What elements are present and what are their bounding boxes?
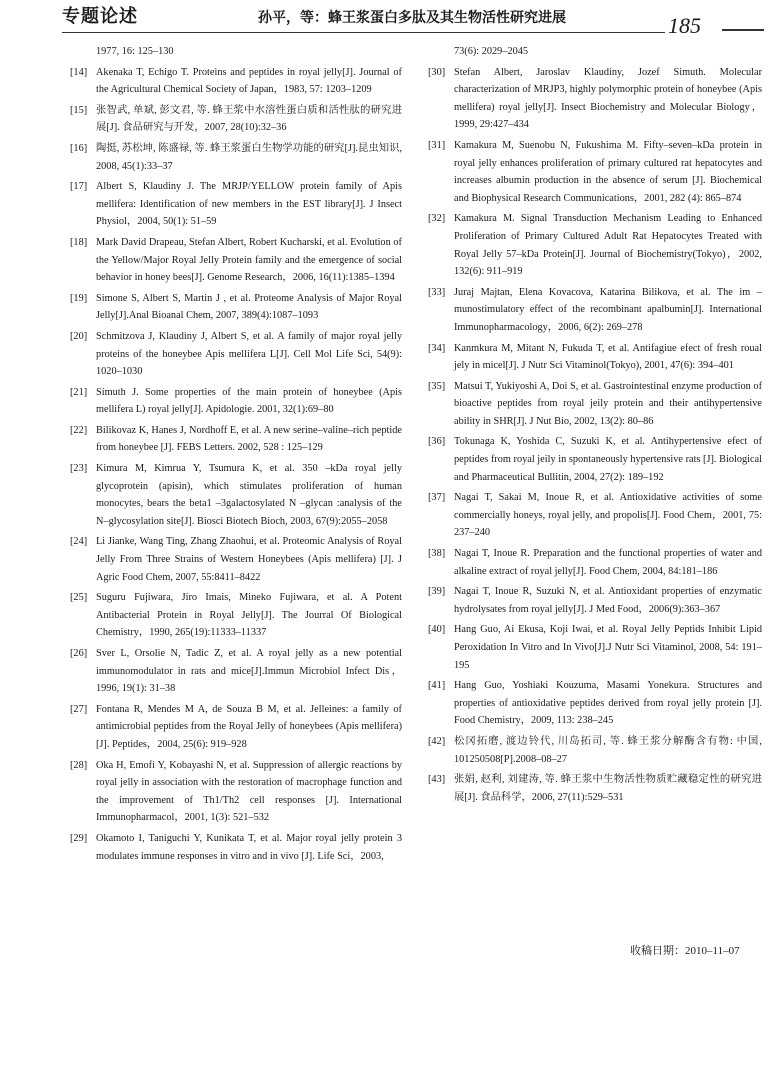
reference-text: Kimura M, Kimrua Y, Tsumura K, et al. 350 –kDa royal jelly glycoprotein (apisin), which stimulates proliferation of human monocytes, bears the beta1 –3galactosylated N –glycan :analysis of the N–glycosylation site[J]. Biosci Biotech Bioch, 2003, 67(9):2055–2058: [96, 463, 402, 527]
reference-number: [21]: [70, 386, 88, 398]
reference-item: [428, 583, 762, 618]
reference-item: [428, 771, 762, 806]
reference-text: Simuth J. Some properties of the main protein of honeybee (Apis mellifera L) royal jelly[J]. Apidologie. 2001, 32(1):69–80: [96, 386, 402, 416]
reference-text: Li Jianke, Wang Ting, Zhang Zhaohui, et al. Proteomic Analysis of Royal Jelly From Three Strains of Western Honeybees (Apis mellifera) [J]. J Agric Food Chem, 2007, 55:8411–8422: [96, 536, 402, 583]
reference-item: [70, 645, 402, 698]
reference-text: Fontana R, Mendes M A, de Souza B M, et al. Jelleines: a family of antimicrobial peptides from the Royal Jelly of honeybees (Apis mellifera) [J]. Peptides，2004, 25(6): 919–928: [96, 703, 402, 750]
reference-item: [70, 533, 402, 586]
reference-number: [22]: [70, 424, 88, 436]
reference-item: [428, 621, 762, 674]
reference-item: [70, 460, 402, 530]
reference-text: 张智武, 单斌, 彭文君, 等. 蜂王浆中水溶性蛋白质和活性肽的研究进展[J]. 食品研究与开发，2007, 28(10):32–36: [96, 104, 402, 134]
reference-item: [428, 545, 762, 580]
reference-item: [428, 43, 762, 61]
reference-item: [428, 378, 762, 431]
reference-number: [37]: [428, 492, 446, 504]
reference-number: [17]: [70, 181, 88, 193]
reference-number: [35]: [428, 380, 446, 392]
reference-item: [428, 733, 762, 768]
reference-text: Albert S, Klaudiny J. The MRJP/YELLOW protein family of Apis mellifera: Identification of new members in the EST library[J]. J Insect Physiol，2004, 50(1): 51–59: [96, 181, 402, 228]
reference-text: Nagai T, Inoue R. Preparation and the functional properties of water and alkaline extract of royal jelly[J]. Food Chem, 2004, 84:181–186: [454, 548, 762, 577]
reference-item: [70, 589, 402, 642]
reference-text: Stefan Albert, Jaroslav Klaudiny, Jozef Simuth. Molecular characterization of MRJP3, highly polymorphic protein of honeybee (Apis mellifera) royal jelly[J]. Insect Biochemistry and Molecular Biology，1999, 29:427–434: [454, 66, 762, 131]
reference-item: [428, 210, 762, 280]
reference-text: Sver L, Orsolie N, Tadic Z, et al. A royal jelly as a new potential immunomodulator in rats and mice[J].Immun Microbiol Infect Dis，1996, 19(1): 31–38: [96, 648, 402, 695]
reference-number: [15]: [70, 104, 88, 116]
reference-number: [32]: [428, 213, 446, 225]
reference-text: Bilikovaz K, Hanes J, Nordhoff E, et al. A new serine–valine–rich peptide from honeybee [J]. FEBS Letters. 2002, 528 : 125–129: [96, 424, 402, 454]
received-date: 收稿日期：2010–11–07: [630, 945, 740, 957]
reference-number: [30]: [428, 66, 446, 78]
reference-text: 73(6): 2029–2045: [454, 46, 529, 57]
reference-number: [36]: [428, 436, 446, 448]
page-number: 185: [668, 13, 701, 38]
reference-item: [70, 757, 402, 827]
reference-number: [43]: [428, 774, 446, 786]
reference-item: [428, 677, 762, 730]
running-title: 孙平，等：蜂王浆蛋白多肽及其生物活性研究进展: [258, 10, 566, 26]
reference-text: Kamakura M. Signal Transduction Mechanism Leading to Enhanced Proliferation of Primary Cultured Adult Rat Hepatocytes Treated with Royal Jelly 57–kDa Protein[J]. Journal of Biochemistry(Tokyo)，2002, 132(6): 911–919: [454, 213, 762, 278]
references-left-column: [70, 43, 402, 868]
reference-text: 张娟, 赵利, 刘建涛, 等. 蜂王浆中生物活性物质贮藏稳定性的研究进展[J]. 食品科学，2006, 27(11):529–531: [454, 774, 762, 803]
reference-item: [428, 284, 762, 337]
reference-item: [70, 422, 402, 457]
reference-item: [428, 137, 762, 207]
reference-text: Nagai T, Inoue R, Suzuki N, et al. Antioxidant properties of enzymatic hydrolysates from royal jelly[J]. J Med Food，2006(9):363–367: [454, 586, 762, 615]
reference-item: [70, 178, 402, 231]
reference-number: [19]: [70, 292, 88, 304]
reference-text: Simone S, Albert S, Martin J , et al. Proteome Analysis of Major Royal Jelly[J].Anal Bioanal Chem, 2007, 389(4):1087–1093: [96, 292, 402, 322]
references-right-column: [428, 43, 762, 809]
reference-item: [70, 830, 402, 865]
reference-item: [70, 64, 402, 99]
reference-text: Hang Guo, Yoshiaki Kouzuma, Masami Yonekura. Structures and properties of antioxidative peptides derived from royal jelly protein [J]. Food Chemistry，2009, 113: 238–245: [454, 680, 762, 727]
reference-item: [428, 489, 762, 542]
reference-text: Mark David Drapeau, Stefan Albert, Robert Kucharski, et al. Evolution of the Yellow/Major Royal Jelly Protein family and the emergence of social behavior in honey bees[J]. Genome Research，2006, 16(11):1385–1394: [96, 236, 402, 284]
reference-text: Tokunaga K, Yoshida C, Suzuki K, et al. Antihypertensive efect of peptides from royal jeily in spontaneously hypertensive rats [J]. Biological and Pharmaceutical Bullitin, 2004, 27(2): 189–192: [454, 436, 762, 483]
reference-number: [39]: [428, 586, 446, 598]
reference-item: [70, 290, 402, 325]
reference-item: [70, 328, 402, 381]
reference-text: Oka H, Emofi Y, Kobayashi N, et al. Suppression of allergic reactions by royal jelly in association with the restoration of macrophage function and the improvement of Th1/Th2 cell responses [J]. International Immunopharmacol，2001, 1(3): 521–532: [96, 759, 402, 824]
reference-text: Kanmkura M, Mitant N, Fukuda T, et al. Antifagiue efect of fresh roual jely in micel[J]. J Nutr Sci Vitaminol(Tokyo), 2001, 47(6): 394–401: [454, 342, 762, 372]
reference-number: [28]: [70, 759, 88, 771]
reference-number: [42]: [428, 735, 446, 747]
reference-number: [18]: [70, 236, 88, 248]
reference-number: [38]: [428, 548, 446, 560]
reference-number: [20]: [70, 330, 88, 342]
reference-number: [24]: [70, 536, 88, 548]
reference-text: Schmitzova J, Klaudiny J, Albert S, et al. A family of major royal jelly proteins of the honeybee Apis mellifera L[J]. Cell Mol Life Sci, 54(9): 1020–1030: [96, 330, 402, 378]
reference-item: [70, 234, 402, 287]
reference-number: [40]: [428, 624, 446, 636]
reference-item: [70, 102, 402, 137]
reference-number: [27]: [70, 703, 88, 715]
page-header: [0, 0, 780, 44]
reference-item: [428, 64, 762, 134]
reference-item: [428, 340, 762, 375]
header-rule-right: [722, 29, 764, 31]
section-label: 专题论述: [62, 6, 138, 27]
reference-number: [14]: [70, 66, 88, 78]
header-rule: [62, 32, 665, 33]
reference-item: [70, 140, 402, 175]
reference-text: Nagai T, Sakai M, Inoue R, et al. Antioxidative activities of some commercially honeys, royal jelly, and propolis[J]. Food Chem，2001, 75: 237–240: [454, 492, 762, 539]
reference-number: [16]: [70, 142, 88, 154]
reference-number: [34]: [428, 342, 446, 354]
reference-item: [70, 384, 402, 419]
reference-number: [33]: [428, 286, 446, 298]
reference-number: [25]: [70, 592, 88, 604]
reference-text: Okamoto I, Taniguchi Y, Kunikata T, et al. Major royal jelly protein 3 modulates immune responses in vitro and in vivo [J]. Life Sci，2003,: [96, 832, 402, 862]
reference-text: Suguru Fujiwara, Jiro Imais, Mineko Fujiwara, et al. A Potent Antibacterial Protein in Royal Jelly[J]. The Jourral Of Biological Chemistry，1990, 265(19):11333–11337: [96, 592, 402, 639]
reference-text: Juraj Majtan, Elena Kovacova, Katarina Bilikova, et al. The im – munostimulatory effect of the recombinant apalbumin[J]. International Immunopharmacology，2006, 6(2): 269–278: [454, 286, 762, 333]
reference-text: Matsui T, Yukiyoshi A, Doi S, et al. Gastrointestinal enzyme production of bioactive peptides from royal jeily protein and their antihypertensive ability in SHR[J]. J Nut Bio, 2002, 13(2): 80–86: [454, 380, 762, 427]
reference-number: [29]: [70, 832, 88, 844]
reference-item: [70, 701, 402, 754]
reference-item: [428, 433, 762, 486]
reference-text: Akenaka T, Echigo T. Proteins and peptides in royal jelly[J]. Journal of the Agricultural Chemical Society of Japan，1983, 57: 1203–1209: [96, 66, 402, 96]
reference-text: Kamakura M, Suenobu N, Fukushima M. Fifty–seven–kDa protein in royal jelly enhances proliferation of primary cultured rat hepatocytes and increases albumin production in the absence of serum [J]. Biochemical and Biophysical Research Communications，2001, 282 (4): 865–874: [454, 139, 762, 204]
reference-text: Hang Guo, Ai Ekusa, Koji Iwai, et al. Royal Jelly Peptids Inhibit Lipid Peroxidation In Vitro and In Vivo[J].J Nutr Sci Vitaminol, 2008, 54: 191–195: [454, 624, 762, 671]
reference-number: [26]: [70, 648, 88, 659]
reference-number: [23]: [70, 463, 88, 475]
reference-text: 松冈拓磨, 渡边铃代, 川岛拓司, 等. 蜂王浆分解酶含有物: 中国, 101250508[P].2008–08–27: [454, 735, 762, 765]
reference-text: 陶挺, 苏松坤, 陈盛禄, 等. 蜂王浆蛋白生物学功能的研究[J].昆虫知识, 2008, 45(1):33–37: [96, 142, 402, 172]
reference-number: [41]: [428, 680, 446, 692]
reference-number: [31]: [428, 139, 446, 151]
reference-item: [70, 43, 402, 61]
reference-text: 1977, 16: 125–130: [96, 46, 174, 57]
